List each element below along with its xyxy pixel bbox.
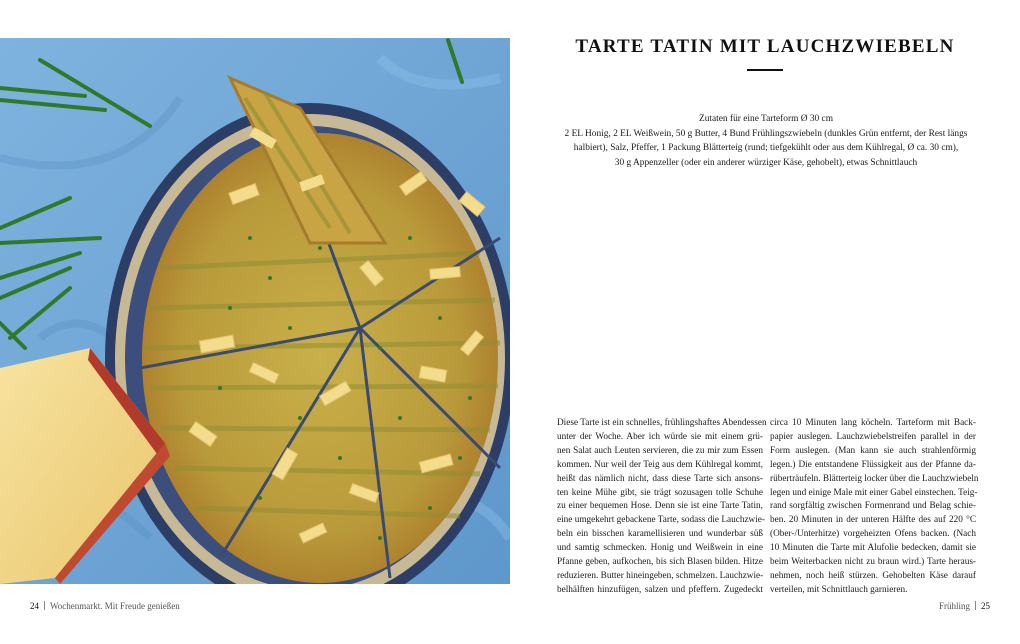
body-column-right — [770, 417, 979, 598]
running-title-right: Frühling — [938, 601, 970, 611]
body-line: verteilen, mit Schnittlauch garnieren. — [770, 584, 908, 595]
running-title-left: Wochenmarkt. Mit Freude genießen — [50, 601, 180, 611]
body-line: ben. 20 Minuten in der unteren Hälfte des auf 220 °C — [770, 515, 976, 526]
body-column-left — [557, 417, 767, 598]
footer-right — [939, 601, 990, 611]
title-divider — [747, 69, 783, 71]
body-line: beln ein bisschen karamellisieren und wunderbar süß — [557, 529, 763, 540]
ingredients-line: 30 g Appenzeller (oder ein anderer würziger Käse, gehobelt), etwas Schnittlauch — [614, 157, 918, 168]
body-line: zu einer bequemen Hose. Denn sie ist eine Tarte Tatin, — [557, 501, 763, 512]
body-line: Diese Tarte ist ein schnelles, frühlingshaftes Abendessen — [557, 418, 767, 428]
body-line: heißt das nämlich nicht, dass diese Tarte sich ansons- — [557, 473, 763, 484]
body-line: beim Weiterbacken nicht zu braun wird.) Tarte heraus- — [770, 557, 976, 568]
body-line: unter der Woche. Aber ich würde sie mit einem grü- — [557, 431, 763, 442]
body-line: nehmen, noch heiß stürzen. Gehobelten Käse darauf — [770, 570, 976, 581]
ingredients-block — [556, 112, 976, 170]
page-number-right: 25 — [981, 601, 990, 611]
page-number-left: 24 — [30, 601, 39, 611]
body-line: kommen. Nur weil der Teig aus dem Kühlregal kommt, — [557, 459, 763, 470]
ingredients-line: Zutaten für eine Tarteform Ø 30 cm — [698, 114, 833, 124]
body-line: reduzieren. Butter hineingeben, schmelzen. Lauchzwie- — [557, 570, 764, 581]
body-line: legen.) Die entstandene Flüssigkeit aus der Pfanne da- — [770, 459, 976, 470]
body-line: Pfanne geben, aufkochen, bis sich Blasen bilden. Hitze — [557, 557, 763, 568]
tarte-photo — [0, 38, 510, 584]
ingredients-line: halbiert), Salz, Pfeffer, 1 Packung Blätterteig (rund; tiefgekühlt oder aus dem Kühlregal, Ø ca. 30 cm), — [573, 143, 959, 154]
body-line: ten keine Mühe gibt, sie trägt sozusagen tolle Schuhe — [557, 487, 763, 498]
body-line: 10 Minuten die Tarte mit Alufolie bedecken, damit sie — [770, 543, 976, 554]
body-line: eine umgekehrt gebackene Tarte, sodass die Lauchzwie- — [557, 515, 765, 526]
tarte-illustration — [0, 38, 510, 584]
body-line: rübertr​äufeln. Blätterteig locker über die Lauchzwiebeln — [770, 473, 979, 484]
footer-separator — [44, 601, 45, 610]
body-line: rand sorgfältig zwischen Formenrand und Belag schie- — [770, 501, 976, 512]
body-line: nen Salat auch Leuten servieren, die zu mir zum Essen — [557, 445, 763, 456]
body-line: legen und einige Male mit einer Gabel einstechen. Teig- — [770, 487, 978, 498]
recipe-title: TARTE TATIN MIT LAUCHZWIEBELN — [575, 36, 955, 57]
body-line: Form auslegen. (Man kann sie auch strahlenförmig — [770, 445, 976, 456]
footer-left — [30, 601, 180, 611]
body-line: circa 10 Minuten lang köcheln. Tarteform mit Back- — [770, 418, 976, 428]
footer-separator — [975, 601, 976, 610]
body-line: (Ober-/Unterhitze) vorgeheizten Ofens backen. (Nach — [770, 529, 976, 540]
body-line: papier auslegen. Lauchzwiebelstreifen parallel in der — [770, 431, 976, 442]
ingredients-line: 2 EL Honig, 2 EL Weißwein, 50 g Butter, 4 Bund Frühlingszwiebeln (dunkles Grün entfernt, der Rest längs — [564, 128, 968, 139]
body-line: und samtig schmecken. Honig und Weißwein in eine — [557, 543, 763, 554]
body-line: belhälften hinzufügen, salzen und pfeffern. Zugedeckt — [557, 584, 763, 595]
